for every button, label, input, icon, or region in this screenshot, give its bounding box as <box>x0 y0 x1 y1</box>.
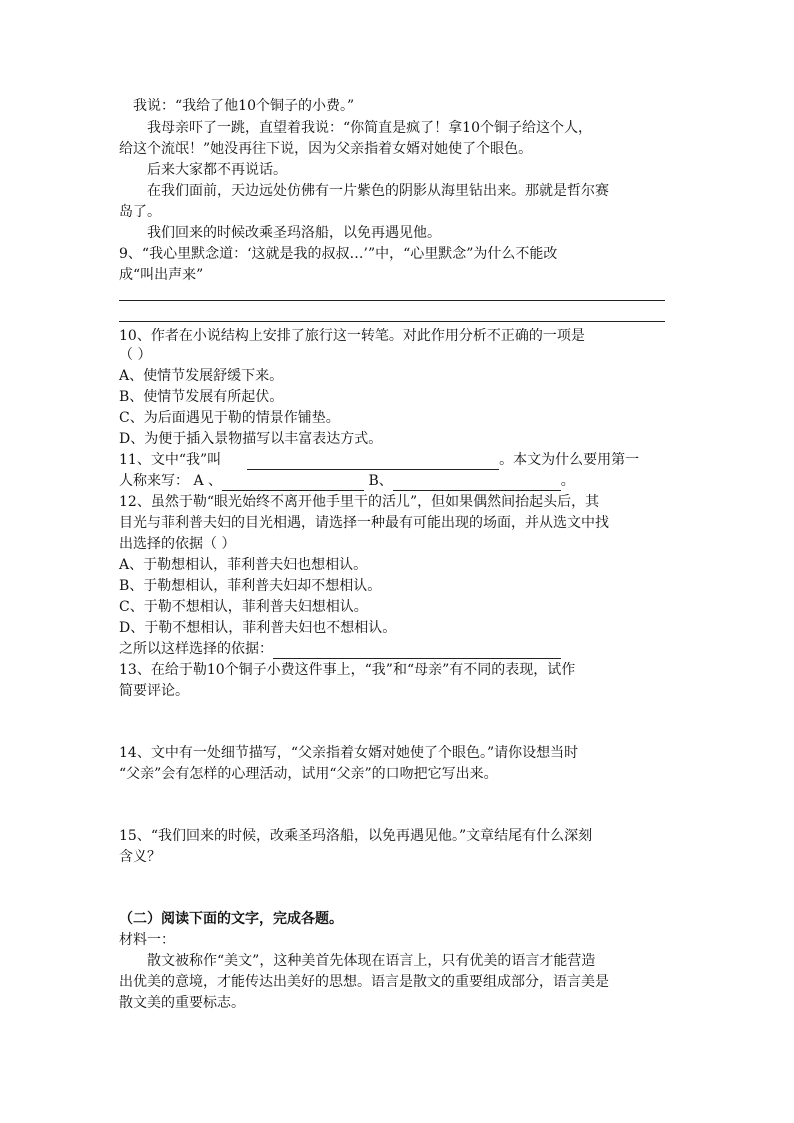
story-paragraph-5: 我们回来的时候改乘圣玛洛船，以免再遇见他。 <box>147 225 441 241</box>
question-10-option-c: C、为后面遇见于勒的情景作铺垫。 <box>119 410 340 426</box>
question-15-line-1: 15、“我们回来的时候，改乘圣玛洛船，以免再遇见他。”文章结尾有什么深刻 <box>119 828 593 844</box>
section-2-heading: （二）阅读下面的文字，完成各题。 <box>119 911 343 927</box>
question-11-text-end: 。本文为什么要用第一 <box>499 452 640 468</box>
question-10-answer-bracket: （ ） <box>119 347 152 363</box>
question-11-line-2-end: 。 <box>560 473 575 489</box>
fill-in-blank <box>222 475 364 491</box>
fill-in-blank <box>247 454 499 470</box>
question-14-line-2: “父亲”会有怎样的心理活动，试用“父亲”的口吻把它写出来。 <box>119 766 498 782</box>
question-9-line-1: 9、“我心里默念道：‘这就是我的叔叔…’”中，“心里默念”为什么不能改 <box>119 246 558 262</box>
question-12-option-b: B、于勒想相认，菲利普夫妇却不想相认。 <box>119 578 382 594</box>
question-10-option-b: B、使情节发展有所起伏。 <box>119 389 284 405</box>
material-1-line-2: 出优美的意境，才能传达出美好的思想。语言是散文的重要组成部分，语言美是 <box>119 974 609 990</box>
story-paragraph-3: 后来大家都不再说话。 <box>147 162 287 178</box>
question-9-line-2: 成“叫出声来” <box>119 267 204 283</box>
question-12-line-1: 12、虽然于勒“眼光始终不离开他手里干的活儿”，但如果偶然间抬起头后，其 <box>119 494 600 510</box>
question-12-basis-label: 之所以这样选择的依据： <box>119 641 273 657</box>
question-10-option-d: D、为便于插入景物描写以丰富表达方式。 <box>119 431 383 447</box>
question-14-line-1: 14、文中有一处细节描写，“父亲指着女婿对她使了个眼色。”请你设想当时 <box>119 745 579 761</box>
question-10-option-a: A、使情节发展舒缓下来。 <box>119 368 284 384</box>
question-11-line-2-start: 人称来写： A 、 <box>119 473 223 489</box>
question-12-line-2: 目光与菲利普夫妇的目光相遇，请选择一种最有可能出现的场面，并从选文中找 <box>119 515 609 531</box>
answer-line <box>119 321 665 322</box>
question-11-text-start: 11、文中“我”叫 <box>119 452 222 468</box>
material-1-line-3: 散文美的重要标志。 <box>119 995 245 1011</box>
story-paragraph-2-line-2: 给这个流氓！”她没再往下说，因为父亲指着女婿对她使了个眼色。 <box>119 141 533 157</box>
question-15-line-2: 含义？ <box>119 849 161 865</box>
question-12-option-a: A、于勒想相认，菲利普夫妇也想相认。 <box>119 557 368 573</box>
question-13-line-2: 简要评论。 <box>119 683 189 699</box>
question-11-line-2-mid: B、 <box>364 473 393 489</box>
question-10-line-1: 10、作者在小说结构上安排了旅行这一转笔。对此作用分析不正确的一项是 <box>119 328 585 344</box>
question-11-line-1 <box>119 450 639 470</box>
question-12-option-d: D、于勒不想相认，菲利普夫妇也不想相认。 <box>119 620 397 636</box>
material-1-line-1: 散文被称作“美文”，这种美首先体现在语言上，只有优美的语言才能营造 <box>147 953 596 969</box>
question-11-line-2 <box>119 471 575 491</box>
fill-in-blank <box>393 475 561 491</box>
story-paragraph-4-line-2: 岛了。 <box>119 204 161 220</box>
fill-in-blank <box>273 643 561 659</box>
question-12-option-c: C、于勒不想相认，菲利普夫妇想相认。 <box>119 599 368 615</box>
story-paragraph-1: 我说：“我给了他10个铜子的小费。” <box>133 98 355 114</box>
material-1-label: 材料一： <box>119 932 175 948</box>
question-12-basis <box>119 639 561 659</box>
question-13-line-1: 13、在给于勒10个铜子小费这件事上，“我”和“母亲”有不同的表现，试作 <box>119 662 576 678</box>
story-paragraph-4-line-1: 在我们面前，天边远处仿佛有一片紫色的阴影从海里钻出来。那就是哲尔赛 <box>147 183 609 199</box>
story-paragraph-2-line-1: 我母亲吓了一跳，直望着我说：“你简直是疯了！拿10个铜子给这个人， <box>147 120 592 136</box>
answer-line <box>119 300 665 301</box>
question-12-line-3: 出选择的依据（ ） <box>119 536 236 552</box>
